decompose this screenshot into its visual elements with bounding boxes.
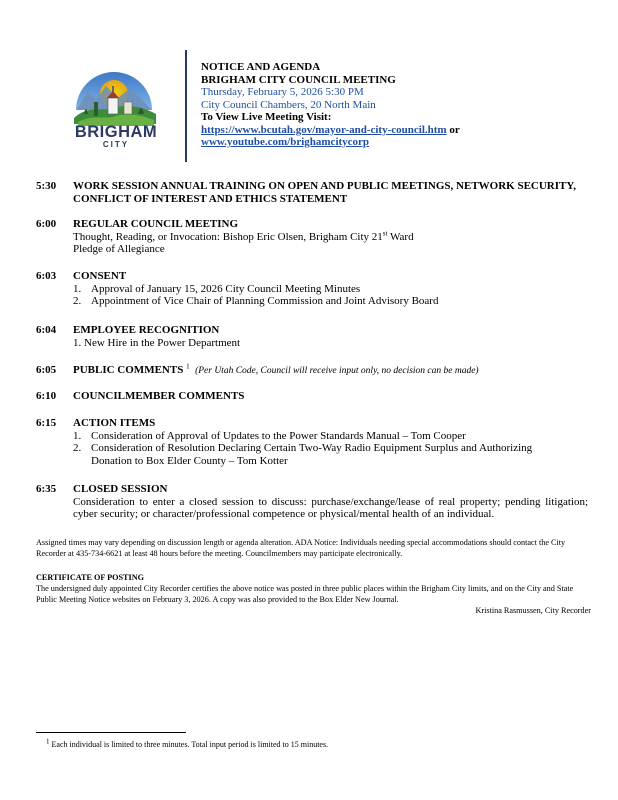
header-divider (185, 50, 187, 162)
header-or: or (446, 123, 460, 136)
item-invocation: Thought, Reading, or Invocation: Bishop Eric Olsen, Brigham City 21st Ward (73, 228, 414, 243)
footnote-divider (36, 732, 186, 733)
action-item-2-cont: Donation to Box Elder County – Tom Kotter (91, 454, 288, 467)
certificate-signer: Kristina Rasmussen, City Recorder (475, 606, 591, 615)
item-block-7 (73, 417, 588, 467)
item-time-8: 6:35 (36, 483, 57, 495)
footnote-mark: 1 (46, 737, 50, 746)
item-time-3: 6:03 (36, 270, 57, 282)
header-meeting: BRIGHAM CITY COUNCIL MEETING (201, 73, 396, 86)
header-live-label: To View Live Meeting Visit: (201, 111, 332, 123)
item-title-7: ACTION ITEMS (73, 417, 156, 429)
item-title-4: EMPLOYEE RECOGNITION (73, 324, 220, 336)
youtube-link[interactable]: www.youtube.com/brighamcitycorp (201, 136, 370, 148)
footnote (46, 737, 329, 749)
meeting-header (201, 61, 460, 149)
certificate-title: CERTIFICATE OF POSTING (36, 573, 144, 582)
header-location: City Council Chambers, 20 North Main (201, 98, 376, 111)
item-time-6: 6:10 (36, 390, 57, 402)
item-block-5 (73, 364, 588, 378)
consent-item-1: 1. Approval of January 15, 2026 City Council Meeting Minutes (73, 282, 361, 295)
item-title-5: PUBLIC COMMENTS (73, 364, 187, 376)
logo-word: BRIGHAM (74, 123, 158, 141)
action-item-1: 1. Consideration of Approval of Updates to the Power Standards Manual – Tom Cooper (73, 429, 466, 442)
logo-wordmark (70, 124, 162, 150)
council-website-link[interactable]: https://www.bcutah.gov/mayor-and-city-council.htm (201, 123, 447, 136)
item-title-8: CLOSED SESSION (73, 483, 168, 495)
item-time-4: 6:04 (36, 324, 57, 336)
footnote-text: Each individual is limited to three minutes. Total input period is limited to 15 minutes. (49, 740, 329, 749)
ada-notice: Assigned times may vary depending on discussion length or agenda alteration. ADA Notice: Individuals needing special accommodations should contact the City Recorder at 435-734-6621 at least 48 hours before the meeting. Councilmembers may participate electronically. (36, 538, 566, 558)
item-time-7: 6:15 (36, 417, 57, 429)
item-block-2 (73, 218, 588, 256)
logo-sub: CITY (102, 140, 130, 149)
item-pledge: Pledge of Allegiance (73, 243, 165, 255)
footnote-ref: 1 (186, 362, 190, 371)
recognition-item-1: 1. New Hire in the Power Department (73, 336, 241, 349)
certificate-text: The undersigned duly appointed City Recorder certifies the above notice was posted in three public places within the Brigham City limits, and on the City and State Public Meeting Notice websites on February 3, 2026. A copy was also provided to the Box Elder New Journal. (36, 584, 574, 604)
item-title-2: REGULAR COUNCIL MEETING (73, 218, 239, 230)
closed-session-text: Consideration to enter a closed session to discuss: purchase/exchange/lease of real property; pending litigation; cyber security; or character/professional competence or physical/mental health of an individual. (73, 495, 588, 520)
item-time-5: 6:05 (36, 364, 57, 376)
consent-item-2: 2. Appointment of Vice Chair of Planning Commission and Joint Advisory Board (73, 295, 439, 307)
public-comment-note: (Per Utah Code, Council will receive input only, no decision can be made) (195, 366, 479, 376)
header-notice: NOTICE AND AGENDA (201, 61, 321, 73)
item-block-3 (73, 270, 588, 308)
item-title-6: COUNCILMEMBER COMMENTS (73, 390, 245, 402)
item-block-8 (73, 483, 588, 521)
item-time-2: 6:00 (36, 218, 57, 230)
header-date: Thursday, February 5, 2026 5:30 PM (201, 86, 364, 98)
item-title-1: WORK SESSION ANNUAL TRAINING ON OPEN AND PUBLIC MEETINGS, NETWORK SECURITY, CONFLICT OF INTEREST AND ETHICS STATEMENT (73, 180, 577, 205)
action-item-2: 2. Consideration of Resolution Declaring Certain Two-Way Radio Equipment Surplus and Authorizing (73, 442, 533, 454)
item-block-4 (73, 324, 588, 349)
item-time-1: 5:30 (36, 180, 57, 192)
certificate-block (36, 572, 591, 616)
item-title-3: CONSENT (73, 270, 127, 282)
